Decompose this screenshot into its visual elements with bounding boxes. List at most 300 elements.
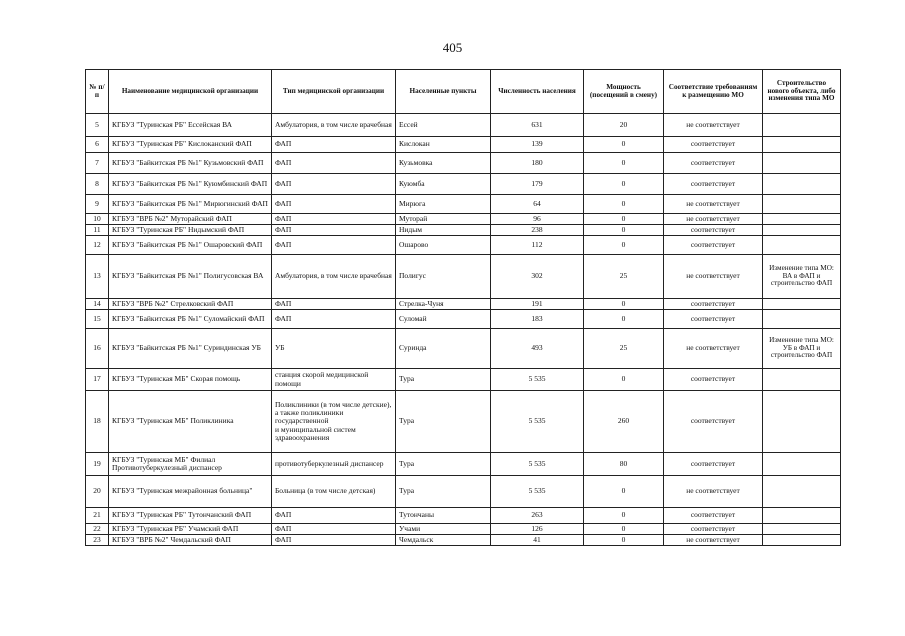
cell-num bbox=[86, 329, 109, 369]
cell-construction bbox=[763, 114, 841, 137]
cell-settlement bbox=[396, 236, 491, 255]
cell-population-text: 5 535 bbox=[528, 486, 546, 496]
cell-population bbox=[491, 214, 584, 225]
cell-population bbox=[491, 174, 584, 195]
cell-capacity-text: 25 bbox=[619, 343, 628, 353]
cell-compliance-text: соответствует bbox=[690, 458, 736, 468]
table-row bbox=[86, 453, 841, 476]
cell-type bbox=[272, 299, 396, 310]
cell-settlement bbox=[396, 369, 491, 391]
cell-organization bbox=[109, 137, 272, 153]
cell-settlement bbox=[396, 391, 491, 453]
cell-type bbox=[272, 174, 396, 195]
cell-construction bbox=[763, 310, 841, 329]
cell-population bbox=[491, 535, 584, 546]
cell-num-text: 12 bbox=[93, 239, 101, 249]
cell-num bbox=[86, 255, 109, 299]
header-compliance: Соответствие требованиям к размещению МО bbox=[664, 70, 763, 114]
cell-construction bbox=[763, 476, 841, 508]
cell-construction-text: Изменение типа МО: УБ в ФАП и строительство ФАП bbox=[769, 335, 834, 360]
cell-compliance bbox=[664, 137, 763, 153]
cell-capacity bbox=[584, 453, 664, 476]
table-row bbox=[86, 524, 841, 535]
cell-settlement bbox=[396, 329, 491, 369]
cell-num-text: 19 bbox=[93, 458, 101, 468]
cell-construction bbox=[763, 225, 841, 236]
cell-settlement-text: Стрелка-Чуня bbox=[399, 298, 444, 308]
cell-organization-text: КГБУЗ "Байкитская РБ №1" Полигусовская ВА bbox=[112, 271, 264, 281]
cell-compliance bbox=[664, 225, 763, 236]
cell-settlement bbox=[396, 137, 491, 153]
table-header-row bbox=[86, 70, 841, 114]
cell-population-text: 191 bbox=[531, 298, 543, 308]
cell-settlement bbox=[396, 535, 491, 546]
cell-construction bbox=[763, 453, 841, 476]
cell-compliance-text: соответствует bbox=[690, 224, 736, 234]
cell-organization-text: КГБУЗ "Байкитская РБ №1" Суриндинская УБ bbox=[112, 343, 261, 353]
cell-organization-text: КГБУЗ "Байкитская РБ №1" Мирюгинский ФАП bbox=[112, 198, 268, 208]
cell-settlement bbox=[396, 524, 491, 535]
cell-type bbox=[272, 508, 396, 524]
cell-compliance-text: не соответствует bbox=[686, 534, 740, 544]
cell-num-text: 16 bbox=[93, 343, 101, 353]
cell-type bbox=[272, 453, 396, 476]
cell-num-text: 13 bbox=[93, 271, 101, 281]
table-row bbox=[86, 535, 841, 546]
cell-population bbox=[491, 195, 584, 214]
cell-num-text: 14 bbox=[93, 298, 101, 308]
cell-capacity-text: 0 bbox=[621, 178, 626, 188]
cell-population bbox=[491, 329, 584, 369]
cell-compliance-text: не соответствует bbox=[686, 198, 740, 208]
cell-num-text: 6 bbox=[95, 139, 99, 149]
cell-population-text: 179 bbox=[531, 178, 543, 188]
cell-population bbox=[491, 225, 584, 236]
cell-type bbox=[272, 524, 396, 535]
cell-capacity bbox=[584, 255, 664, 299]
cell-num-text: 7 bbox=[95, 157, 99, 167]
cell-capacity bbox=[584, 369, 664, 391]
cell-num bbox=[86, 174, 109, 195]
cell-capacity bbox=[584, 236, 664, 255]
cell-capacity-text: 0 bbox=[621, 523, 626, 533]
cell-population-text: 631 bbox=[531, 119, 543, 129]
cell-organization bbox=[109, 214, 272, 225]
cell-organization bbox=[109, 476, 272, 508]
cell-capacity bbox=[584, 137, 664, 153]
cell-construction bbox=[763, 174, 841, 195]
cell-capacity bbox=[584, 174, 664, 195]
cell-organization bbox=[109, 114, 272, 137]
cell-capacity-text: 0 bbox=[621, 374, 626, 384]
cell-capacity bbox=[584, 195, 664, 214]
cell-num bbox=[86, 153, 109, 174]
cell-num bbox=[86, 225, 109, 236]
medical-organizations-table bbox=[85, 69, 841, 546]
cell-capacity bbox=[584, 114, 664, 137]
cell-num bbox=[86, 453, 109, 476]
cell-capacity-text: 0 bbox=[621, 224, 626, 234]
cell-settlement-text: Тура bbox=[399, 416, 415, 426]
cell-type-text: Больница (в том числе детская) bbox=[275, 486, 376, 496]
cell-organization-text: КГБУЗ "Туринская МБ" Филиал Противотуберкулезный диспансер bbox=[112, 454, 222, 472]
cell-capacity bbox=[584, 310, 664, 329]
cell-compliance-text: соответствует bbox=[690, 313, 736, 323]
cell-capacity-text: 0 bbox=[621, 486, 626, 496]
cell-num-text: 18 bbox=[93, 416, 101, 426]
cell-population bbox=[491, 114, 584, 137]
cell-organization-text: КГБУЗ "Туринская МБ" Скорая помощь bbox=[112, 374, 241, 384]
cell-settlement bbox=[396, 453, 491, 476]
cell-type-text: станция скорой медицинской помощи bbox=[275, 370, 369, 388]
cell-population-text: 183 bbox=[531, 313, 543, 323]
cell-type-text: ФАП bbox=[275, 298, 292, 308]
cell-organization bbox=[109, 329, 272, 369]
cell-settlement-text: Кузьмовка bbox=[399, 157, 433, 167]
cell-settlement bbox=[396, 214, 491, 225]
cell-capacity-text: 0 bbox=[621, 298, 626, 308]
table-row bbox=[86, 369, 841, 391]
cell-population bbox=[491, 476, 584, 508]
cell-num bbox=[86, 137, 109, 153]
cell-organization bbox=[109, 453, 272, 476]
cell-population-text: 493 bbox=[531, 343, 543, 353]
cell-construction-text: Изменение типа МО: ВА в ФАП и строительство ФАП bbox=[769, 263, 834, 288]
cell-num bbox=[86, 310, 109, 329]
table-row bbox=[86, 508, 841, 524]
cell-settlement-text: Учами bbox=[399, 523, 421, 533]
cell-population-text: 112 bbox=[531, 239, 543, 249]
cell-construction bbox=[763, 535, 841, 546]
cell-type bbox=[272, 369, 396, 391]
cell-num-text: 8 bbox=[95, 178, 99, 188]
cell-num bbox=[86, 214, 109, 225]
cell-type bbox=[272, 153, 396, 174]
cell-compliance bbox=[664, 174, 763, 195]
cell-population bbox=[491, 299, 584, 310]
cell-type bbox=[272, 214, 396, 225]
cell-settlement-text: Мирюга bbox=[399, 198, 426, 208]
cell-population-text: 5 535 bbox=[528, 458, 546, 468]
cell-capacity-text: 0 bbox=[621, 313, 626, 323]
cell-settlement-text: Тура bbox=[399, 374, 415, 384]
cell-population-text: 64 bbox=[533, 198, 541, 208]
table-row bbox=[86, 153, 841, 174]
cell-compliance-text: соответствует bbox=[690, 139, 736, 149]
cell-compliance bbox=[664, 255, 763, 299]
table-body bbox=[86, 114, 841, 546]
cell-population bbox=[491, 524, 584, 535]
cell-organization-text: КГБУЗ "Байкитская РБ №1" Кузьмовский ФАП bbox=[112, 157, 264, 167]
cell-num-text: 15 bbox=[93, 313, 101, 323]
cell-type-text: противотуберкулезный диспансер bbox=[275, 458, 384, 468]
cell-settlement-text: Муторай bbox=[399, 213, 428, 223]
cell-settlement-text: Ессей bbox=[399, 119, 418, 129]
cell-type-text: ФАП bbox=[275, 213, 292, 223]
cell-population-text: 302 bbox=[531, 271, 543, 281]
cell-capacity bbox=[584, 225, 664, 236]
cell-population-text: 5 535 bbox=[528, 374, 546, 384]
cell-capacity bbox=[584, 535, 664, 546]
table-row bbox=[86, 174, 841, 195]
cell-organization bbox=[109, 508, 272, 524]
cell-construction bbox=[763, 299, 841, 310]
cell-population bbox=[491, 369, 584, 391]
header-capacity: Мощность (посещений в смену) bbox=[584, 70, 664, 114]
cell-capacity-text: 0 bbox=[621, 534, 626, 544]
cell-organization bbox=[109, 524, 272, 535]
cell-settlement bbox=[396, 225, 491, 236]
cell-organization-text: КГБУЗ "ВРБ №2" Стрелковский ФАП bbox=[112, 298, 234, 308]
cell-settlement-text: Полигус bbox=[399, 271, 426, 281]
cell-capacity-text: 25 bbox=[619, 271, 628, 281]
cell-construction bbox=[763, 255, 841, 299]
cell-num bbox=[86, 476, 109, 508]
cell-settlement bbox=[396, 476, 491, 508]
cell-organization-text: КГБУЗ "Туринская МБ" Поликлиника bbox=[112, 416, 234, 426]
cell-settlement-text: Нидым bbox=[399, 224, 423, 234]
cell-type-text: ФАП bbox=[275, 157, 292, 167]
cell-organization bbox=[109, 369, 272, 391]
cell-compliance-text: соответствует bbox=[690, 298, 736, 308]
cell-population bbox=[491, 137, 584, 153]
cell-num-text: 20 bbox=[93, 486, 101, 496]
cell-organization-text: КГБУЗ "ВРБ №2" Муторайский ФАП bbox=[112, 213, 232, 223]
header-type: Тип медицинской организации bbox=[272, 70, 396, 114]
cell-organization bbox=[109, 195, 272, 214]
cell-num-text: 23 bbox=[93, 534, 101, 544]
cell-population bbox=[491, 453, 584, 476]
cell-population-text: 41 bbox=[533, 534, 541, 544]
cell-population-text: 96 bbox=[533, 213, 541, 223]
cell-num-text: 21 bbox=[93, 510, 101, 520]
cell-capacity bbox=[584, 508, 664, 524]
cell-num-text: 11 bbox=[93, 224, 101, 234]
header-construction: Строительство нового объекта, либо изменения типа МО bbox=[763, 70, 841, 114]
cell-compliance bbox=[664, 453, 763, 476]
cell-compliance-text: соответствует bbox=[690, 239, 736, 249]
cell-type-text: ФАП bbox=[275, 224, 292, 234]
table-row bbox=[86, 137, 841, 153]
cell-capacity-text: 0 bbox=[621, 198, 626, 208]
cell-organization bbox=[109, 236, 272, 255]
cell-type bbox=[272, 310, 396, 329]
cell-compliance bbox=[664, 299, 763, 310]
cell-organization-text: КГБУЗ "Байкитская РБ №1" Ошаровский ФАП bbox=[112, 239, 263, 249]
table-row bbox=[86, 225, 841, 236]
header-settlements: Населенные пункты bbox=[396, 70, 491, 114]
cell-population-text: 139 bbox=[531, 139, 543, 149]
cell-settlement bbox=[396, 299, 491, 310]
cell-organization-text: КГБУЗ "Туринская РБ" Тутончанский ФАП bbox=[112, 510, 252, 520]
cell-type-text: Поликлиники (в том числе детские), а также поликлиники государственной и муниципальной систем здравоохранения bbox=[275, 399, 392, 443]
cell-organization bbox=[109, 310, 272, 329]
cell-compliance-text: соответствует bbox=[690, 374, 736, 384]
cell-construction bbox=[763, 508, 841, 524]
cell-num bbox=[86, 195, 109, 214]
cell-type bbox=[272, 236, 396, 255]
table-row bbox=[86, 195, 841, 214]
cell-type bbox=[272, 195, 396, 214]
cell-capacity bbox=[584, 476, 664, 508]
cell-organization-text: КГБУЗ "Туринская РБ" Кислоканский ФАП bbox=[112, 139, 252, 149]
cell-construction bbox=[763, 524, 841, 535]
cell-construction bbox=[763, 329, 841, 369]
cell-construction bbox=[763, 236, 841, 255]
cell-capacity bbox=[584, 153, 664, 174]
cell-compliance-text: соответствует bbox=[690, 416, 736, 426]
cell-settlement-text: Кислокан bbox=[399, 139, 430, 149]
cell-compliance bbox=[664, 310, 763, 329]
table-row bbox=[86, 310, 841, 329]
cell-compliance-text: соответствует bbox=[690, 523, 736, 533]
cell-construction bbox=[763, 391, 841, 453]
cell-compliance bbox=[664, 535, 763, 546]
cell-num-text: 5 bbox=[95, 119, 99, 129]
cell-population bbox=[491, 255, 584, 299]
cell-compliance-text: не соответствует bbox=[686, 213, 740, 223]
cell-compliance bbox=[664, 391, 763, 453]
cell-compliance bbox=[664, 524, 763, 535]
cell-settlement-text: Тура bbox=[399, 486, 415, 496]
cell-type-text: ФАП bbox=[275, 139, 292, 149]
cell-type-text: Амбулатория, в том числе врачебная bbox=[275, 271, 392, 281]
cell-num bbox=[86, 236, 109, 255]
cell-population-text: 238 bbox=[531, 224, 543, 234]
cell-type-text: ФАП bbox=[275, 239, 292, 249]
cell-type-text: Амбулатория, в том числе врачебная bbox=[275, 119, 392, 129]
cell-settlement bbox=[396, 255, 491, 299]
cell-settlement-text: Чемдальск bbox=[399, 534, 434, 544]
cell-num bbox=[86, 535, 109, 546]
cell-compliance-text: не соответствует bbox=[686, 343, 740, 353]
header-population: Численность населения bbox=[491, 70, 584, 114]
cell-organization-text: КГБУЗ "Туринская межрайонная больница" bbox=[112, 486, 253, 496]
cell-type bbox=[272, 114, 396, 137]
cell-organization bbox=[109, 535, 272, 546]
header-organization: Наименование медицинской организации bbox=[109, 70, 272, 114]
cell-settlement bbox=[396, 508, 491, 524]
table-row bbox=[86, 214, 841, 225]
table-row bbox=[86, 391, 841, 453]
cell-organization bbox=[109, 255, 272, 299]
cell-compliance bbox=[664, 153, 763, 174]
cell-capacity-text: 0 bbox=[621, 510, 626, 520]
cell-capacity bbox=[584, 214, 664, 225]
cell-settlement-text: Суринда bbox=[399, 343, 427, 353]
cell-num-text: 17 bbox=[93, 374, 101, 384]
cell-organization-text: КГБУЗ "Туринская РБ" Ессейская ВА bbox=[112, 119, 233, 129]
cell-settlement-text: Тутончаны bbox=[399, 510, 435, 520]
cell-organization-text: КГБУЗ "Байкитская РБ №1" Суломайский ФАП bbox=[112, 313, 265, 323]
cell-organization-text: КГБУЗ "Туринская РБ" Нидымский ФАП bbox=[112, 224, 245, 234]
cell-organization bbox=[109, 299, 272, 310]
cell-capacity-text: 260 bbox=[617, 416, 630, 426]
cell-organization bbox=[109, 153, 272, 174]
cell-type-text: ФАП bbox=[275, 198, 292, 208]
cell-compliance-text: не соответствует bbox=[686, 271, 740, 281]
cell-type bbox=[272, 329, 396, 369]
cell-organization-text: КГБУЗ "Байкитская РБ №1" Куюмбинский ФАП bbox=[112, 178, 268, 188]
cell-organization bbox=[109, 391, 272, 453]
cell-type bbox=[272, 476, 396, 508]
cell-population bbox=[491, 153, 584, 174]
cell-settlement bbox=[396, 114, 491, 137]
cell-num-text: 22 bbox=[93, 523, 101, 533]
table-row bbox=[86, 299, 841, 310]
cell-type bbox=[272, 137, 396, 153]
cell-type bbox=[272, 225, 396, 236]
header-num: № п/п bbox=[86, 70, 109, 114]
cell-num bbox=[86, 508, 109, 524]
cell-compliance bbox=[664, 236, 763, 255]
cell-compliance-text: не соответствует bbox=[686, 486, 740, 496]
cell-organization-text: КГБУЗ "Туринская РБ" Учамский ФАП bbox=[112, 523, 239, 533]
cell-capacity bbox=[584, 299, 664, 310]
cell-type-text: ФАП bbox=[275, 523, 292, 533]
cell-population bbox=[491, 310, 584, 329]
cell-compliance-text: не соответствует bbox=[686, 119, 740, 129]
cell-type bbox=[272, 535, 396, 546]
cell-settlement-text: Куюмба bbox=[399, 178, 425, 188]
cell-population-text: 126 bbox=[531, 523, 543, 533]
cell-population-text: 263 bbox=[531, 510, 543, 520]
cell-num bbox=[86, 391, 109, 453]
page-number: 405 bbox=[442, 40, 463, 55]
cell-settlement-text: Ошарово bbox=[399, 239, 429, 249]
cell-compliance bbox=[664, 329, 763, 369]
cell-population bbox=[491, 391, 584, 453]
cell-capacity-text: 0 bbox=[621, 239, 626, 249]
cell-capacity-text: 0 bbox=[621, 213, 626, 223]
cell-capacity-text: 0 bbox=[621, 139, 626, 149]
cell-capacity-text: 80 bbox=[619, 458, 628, 468]
cell-compliance bbox=[664, 195, 763, 214]
cell-compliance bbox=[664, 508, 763, 524]
cell-compliance bbox=[664, 369, 763, 391]
cell-num bbox=[86, 369, 109, 391]
cell-compliance bbox=[664, 114, 763, 137]
cell-type-text: УБ bbox=[275, 343, 285, 353]
cell-capacity bbox=[584, 524, 664, 535]
cell-compliance-text: соответствует bbox=[690, 178, 736, 188]
cell-compliance-text: соответствует bbox=[690, 157, 736, 167]
cell-type-text: ФАП bbox=[275, 510, 292, 520]
table-row bbox=[86, 114, 841, 137]
cell-type bbox=[272, 391, 396, 453]
cell-settlement bbox=[396, 310, 491, 329]
cell-settlement bbox=[396, 174, 491, 195]
cell-organization bbox=[109, 174, 272, 195]
cell-capacity bbox=[584, 391, 664, 453]
cell-num bbox=[86, 299, 109, 310]
cell-type bbox=[272, 255, 396, 299]
cell-settlement-text: Тура bbox=[399, 458, 415, 468]
cell-construction bbox=[763, 214, 841, 225]
table-row bbox=[86, 476, 841, 508]
cell-construction bbox=[763, 153, 841, 174]
cell-compliance bbox=[664, 214, 763, 225]
table-row bbox=[86, 255, 841, 299]
cell-population bbox=[491, 508, 584, 524]
cell-construction bbox=[763, 137, 841, 153]
cell-organization-text: КГБУЗ "ВРБ №2" Чемдальский ФАП bbox=[112, 534, 231, 544]
cell-construction bbox=[763, 369, 841, 391]
cell-settlement-text: Суломай bbox=[399, 313, 427, 323]
cell-capacity bbox=[584, 329, 664, 369]
cell-population bbox=[491, 236, 584, 255]
cell-num-text: 10 bbox=[93, 213, 101, 223]
